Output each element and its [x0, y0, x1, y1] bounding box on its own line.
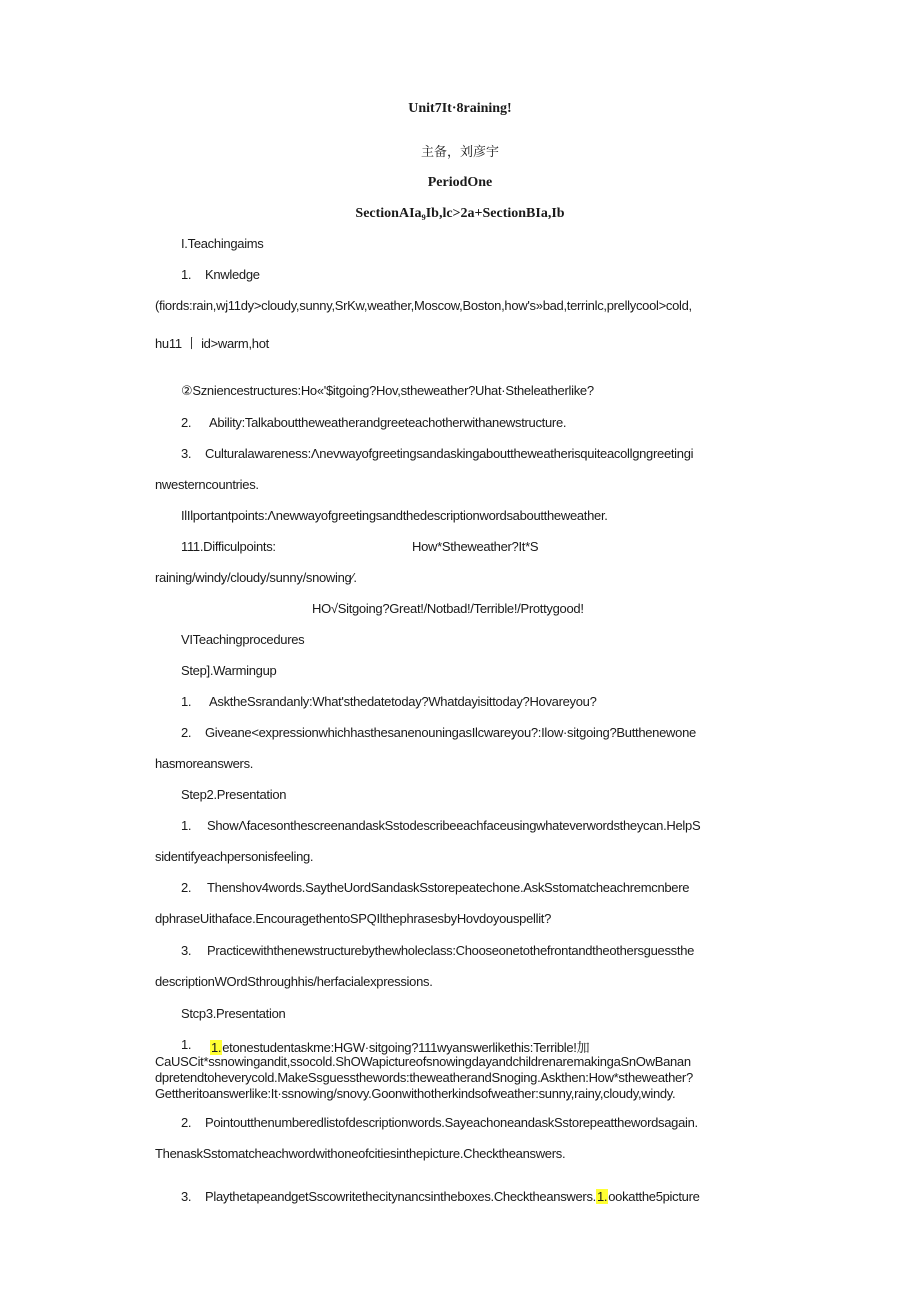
step3-item2-line1: Pointoutthenumberedlistofdescriptionwords.SayeachoneandaskSstorepeatthewordsagain.	[205, 1115, 698, 1130]
step1-item1-number: 1.	[181, 694, 192, 709]
cultural-number: 3.	[181, 446, 192, 461]
difficult-points-line3: HO√Sitgoing?Great!/Notbad!/Terrible!/Prottygood!	[312, 601, 584, 616]
author-line: 主备，刘彦宇	[420, 145, 499, 160]
step3-item1-number: 1.	[181, 1037, 192, 1052]
step1-item2-number: 2.	[181, 725, 192, 740]
step3-item1-line1-text: etonestudentaskme:HGW·sitgoing?111wyanswerlikethis:Terrible!加	[222, 1040, 590, 1055]
knowledge-number: 1.	[181, 267, 192, 282]
step3-item3-tail: ookatthe5picture	[608, 1189, 700, 1204]
step2-item2-line1: Thenshov4words.SaytheUordSandaskSstorepeatechone.AskSstomatcheachremcnbere	[207, 880, 690, 895]
step1-heading: Step].Warmingup	[181, 663, 277, 678]
step2-item2-line2: dphraseUithaface.EncouragethentoSPQIlthephrasesbyHovdoyouspellit?	[155, 911, 552, 926]
highlight-mark: 1.	[211, 1040, 222, 1055]
difficult-points-structure: How*Stheweather?It*S	[412, 539, 539, 554]
unit-title: Unit7It·8raining!	[408, 101, 512, 116]
step2-item3-line1: Practicewiththenewstructurebythewholeclass:Chooseonetothefrontandtheothersguessthe	[207, 943, 695, 958]
step2-item1-line1: ShowΛfacesonthescreenandaskSstodescribeeachfaceusingwhateverwordstheycan.HelpS	[207, 818, 701, 833]
important-points: IlIlportantpoints:Λnewwayofgreetingsandthedescriptionwordsabouttheweather.	[181, 508, 608, 523]
step2-item2-number: 2.	[181, 880, 192, 895]
difficult-points-label: 111.Difficulpoints:	[181, 539, 276, 554]
step3-item2-number: 2.	[181, 1115, 192, 1130]
difficult-points-line2: raining/windy/cloudy/sunny/snowing∕.	[155, 570, 357, 585]
knowledge-words-line2: hu11 丨 id>warm,hot	[155, 336, 269, 351]
step1-item2-line2: hasmoreanswers.	[155, 756, 254, 771]
period-title: PeriodOne	[427, 175, 493, 190]
aims-heading: I.Teachingaims	[181, 236, 264, 251]
step1-item1-text: AsktheSsrandanly:What'sthedatetoday?Whatdayisittoday?Hovareyou?	[209, 694, 597, 709]
step3-item3-line1	[205, 1189, 700, 1204]
cultural-text-line2: nwesterncountries.	[155, 477, 259, 492]
step2-heading: Step2.Presentation	[181, 787, 287, 802]
ability-text: Ability:Talkabouttheweatherandgreeteachotherwithanewstructure.	[209, 415, 567, 430]
ability-number: 2.	[181, 415, 192, 430]
step2-item1-line2: sidentifyeachpersonisfeeling.	[155, 849, 314, 864]
cultural-text-line1: Culturalawareness:Λnevwayofgreetingsandaskingabouttheweatherisquiteacollgngreetingi	[205, 446, 694, 461]
highlight-mark: 1.	[596, 1189, 608, 1204]
knowledge-words-line1: (fiords:rain,wj11dy>cloudy,sunny,SrKw,weather,Moscow,Boston,how's»bad,terrinlc,prellycool>cold,	[155, 298, 692, 313]
step3-item1-line4: Gettheritoanswerlike:It·ssnowing/snovy.Goonwithotherkindsofweather:sunny,rainy,cloudy,windy.	[155, 1086, 676, 1101]
step3-item1-line2: CaUSCit*ssnowingandit,ssocold.ShOWapictureofsnowingdayandchildrenaremakingaSnOwBanan	[155, 1054, 691, 1069]
step2-item1-number: 1.	[181, 818, 192, 833]
section-title: SectionAIa₉Ib,lc>2a+SectionBIa,Ib	[355, 206, 565, 221]
step2-item3-line2: descriptionWOrdSthroughhis/herfacialexpressions.	[155, 974, 433, 989]
step3-item3-text: PlaythetapeandgetSscowritethecitynancsintheboxes.Checktheanswers.	[205, 1189, 596, 1204]
procedures-heading: VITeachingprocedures	[181, 632, 305, 647]
step3-item1-line3: dpretendtoheverycold.MakeSsguessthewords:theweatherandSnoging.Askthen:How*stheweather?	[155, 1070, 693, 1085]
step3-heading: Stcp3.Presentation	[181, 1006, 286, 1021]
step2-item3-number: 3.	[181, 943, 192, 958]
step3-item3-number: 3.	[181, 1189, 192, 1204]
step1-item2-line1: Giveane<expressionwhichhasthesanenouningasIlcwareyou?:Ilow·sitgoing?Butthenewone	[205, 725, 696, 740]
knowledge-label: Knwledge	[205, 267, 260, 282]
sentence-structures: ②Szniencestructures:Ho«'$itgoing?Hov,stheweather?Uhat·Stheleatherlike?	[181, 383, 594, 398]
step3-item2-line2: ThenaskSstomatcheachwordwithoneofcitiesinthepicture.Checktheanswers.	[155, 1146, 566, 1161]
